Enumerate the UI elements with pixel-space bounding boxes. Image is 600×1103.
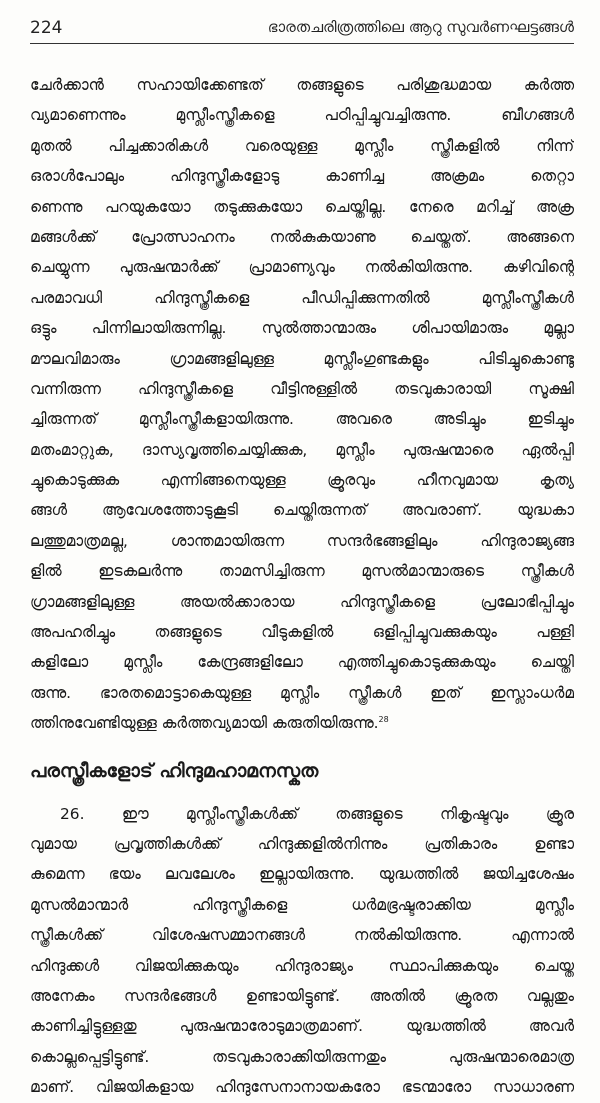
footnote-ref: 28 (378, 715, 389, 725)
text-line: വന്നിരുന്ന ഹിന്ദുസ്ത്രീകളെ വീട്ടിനുള്ളിൽ തടവുകാരായി സൂക്ഷി (30, 379, 574, 398)
text-line: ഒരാൾപോലും ഹിന്ദുസ്ത്രീകളോടു കാണിച്ച അക്രമം തെറ്റാ (30, 167, 574, 186)
text-line: ഒട്ടും പിന്നിലായിരുന്നില്ല. സുൽത്താന്മാരും ശിപായിമാരും മുല്ലാ (30, 319, 574, 338)
last-line-text: ത്തിനുവേണ്ടിയുള്ള കർത്തവ്യമായി കരുതിയിരുന്നു. (30, 714, 379, 733)
running-title: ഭാരതചരിത്രത്തിലെ ആറു സുവർണഘട്ടങ്ങൾ (267, 18, 574, 36)
paragraph-1-text (30, 70, 574, 739)
text-line: മൗലവിമാരും ഗ്രാമങ്ങളിലുള്ള മുസ്ലീംഗുണ്ടകളും പിടിച്ചുകൊണ്ടു (30, 349, 574, 368)
text-line: ഹിന്ദുക്കൾ വിജയിക്കുകയും ഹിന്ദുരാജ്യം സ്ഥാപിക്കുകയും ചെയ്ത (30, 956, 574, 975)
text-line: അപഹരിച്ചും തങ്ങളുടെ വീടുകളിൽ ഒളിപ്പിച്ചുവക്കുകയും പള്ളി (30, 623, 574, 642)
text-line: ലത്തുമാത്രമല്ല, ശാന്തമായിരുന്ന സന്ദർഭങ്ങളിലും ഹിന്ദുരാജ്യങ്ങ (30, 531, 574, 550)
text-line: ച്ചുകൊടുക്കുക എന്നിങ്ങനെയുള്ള ക്രൂരവും ഹീനവുമായ കൃത്യ (30, 471, 574, 490)
text-line: കളിലോ മുസ്ലീം കേന്ദ്രങ്ങളിലോ എത്തിച്ചുകൊടുക്കുകയും ചെയ്തി (30, 653, 574, 672)
text-line: ചെയ്യുന്ന പുരുഷന്മാർക്ക് പ്രാമാണ്യവും നൽകിയിരുന്നു. കഴിവിന്റെ (30, 258, 574, 277)
text-line: അനേകം സന്ദർഭങ്ങൾ ഉണ്ടായിട്ടുണ്ട്. അതിൽ ക്രൂരത വല്ലതും (30, 986, 574, 1005)
text-line: ളിൽ ഇടകലർന്നു താമസിച്ചിരുന്ന മുസൽമാന്മാരുടെ സ്ത്രീകൾ (30, 562, 574, 581)
text-line: 26. ഈ മുസ്ലീംസ്ത്രീകൾക്ക് തങ്ങളുടെ നികൃഷ്ടവും ക്രൂര (60, 804, 574, 823)
text-line: ഗ്രാമങ്ങളിലുള്ള അയൽക്കാരായ ഹിന്ദുസ്ത്രീകളെ പ്രലോഭിപ്പിച്ചും (30, 592, 574, 611)
text-line: ങ്ങൾ ആവേശത്തോടുകൂടി ചെയ്തിരുന്നത് അവരാണ്. യുദ്ധകാ (30, 501, 574, 520)
section-heading: പരസ്ത്രീകളോട് ഹിന്ദുമഹാമനസ്കത (30, 759, 319, 782)
text-line: വുമായ പ്രവൃത്തികൾക്ക് ഹിന്ദുക്കളിൽനിന്നും പ്രതികാരം ഉണ്ടാ (30, 834, 574, 853)
text-line: മുസൽമാന്മാർ ഹിന്ദുസ്ത്രീകളെ ധർമഭ്രഷ്ടരാക്കിയ മുസ്ലീം (30, 895, 574, 914)
running-head (30, 0, 574, 38)
text-line-last (30, 708, 574, 738)
body-text (30, 70, 574, 1103)
text-line: മുതൽ പിച്ചക്കാരികൾ വരെയുള്ള മുസ്ലീം സ്ത്രീകളിൽ നിന്ന് (30, 136, 574, 155)
header-rule (30, 43, 574, 44)
text-line: മതംമാറ്റുക, ദാസ്യവൃത്തിചെയ്യിക്കുക, മുസ്ലീം പുരുഷന്മാരെ ഏൽപ്പി (30, 440, 574, 459)
text-line: സ്ത്രീകൾക്ക് വിശേഷസമ്മാനങ്ങൾ നൽകിയിരുന്നു. എന്നാൽ (30, 926, 574, 945)
text-line: കാണിച്ചിട്ടുള്ളതു പുരുഷന്മാരോടുമാത്രമാണ്. യുദ്ധത്തിൽ അവർ (30, 1017, 574, 1036)
text-line: ച്ചിരുന്നത് മുസ്ലീംസ്ത്രീകളായിരുന്നു. അവരെ അടിച്ചും ഇടിച്ചും (30, 410, 574, 429)
text-line: വ്യമാണെന്നും മുസ്ലീംസ്ത്രീകളെ പഠിപ്പിച്ചുവച്ചിരുന്നു. ബീഗങ്ങൾ (30, 106, 574, 125)
text-line: ചേർക്കാൻ സഹായിക്കേണ്ടത് തങ്ങളുടെ പരിശുദ്ധമായ കർത്ത (30, 76, 574, 94)
text-line: കൊല്ലപ്പെട്ടിട്ടുണ്ട്. തടവുകാരാക്കിയിരുന്നതും പുരുഷന്മാരെമാത്ര (30, 1047, 574, 1066)
paragraph-2 (30, 799, 574, 1103)
page-number: 224 (30, 18, 63, 38)
paragraph-2-text (30, 799, 574, 1103)
text-line: മങ്ങൾക്ക് പ്രോത്സാഹനം നൽകുകയാണു ചെയ്തത്. അങ്ങനെ (30, 227, 574, 246)
text-line: കുമെന്ന ഭയം ലവലേശം ഇല്ലായിരുന്നു. യുദ്ധത്തിൽ ജയിച്ചശേഷം (30, 865, 574, 884)
text-line: ണെന്നു പറയുകയോ തടുക്കുകയോ ചെയ്തില്ല. നേരെ മറിച്ച് അക്ര (30, 197, 574, 216)
paragraph-1 (30, 70, 574, 739)
text-line: പരമാവധി ഹിന്ദുസ്ത്രീകളെ പീഡിപ്പിക്കുന്നതിൽ മുസ്ലീംസ്ത്രീകൾ (30, 288, 574, 307)
text-line: മാണ്. വിജയികളായ ഹിന്ദുസേനാനായകരോ ഭടന്മാരോ സാധാരണ (30, 1078, 574, 1097)
text-line: രുന്നു. ഭാരതമൊട്ടാകെയുള്ള മുസ്ലീം സ്ത്രീകൾ ഇത് ഇസ്ലാംധർമ (30, 683, 574, 702)
